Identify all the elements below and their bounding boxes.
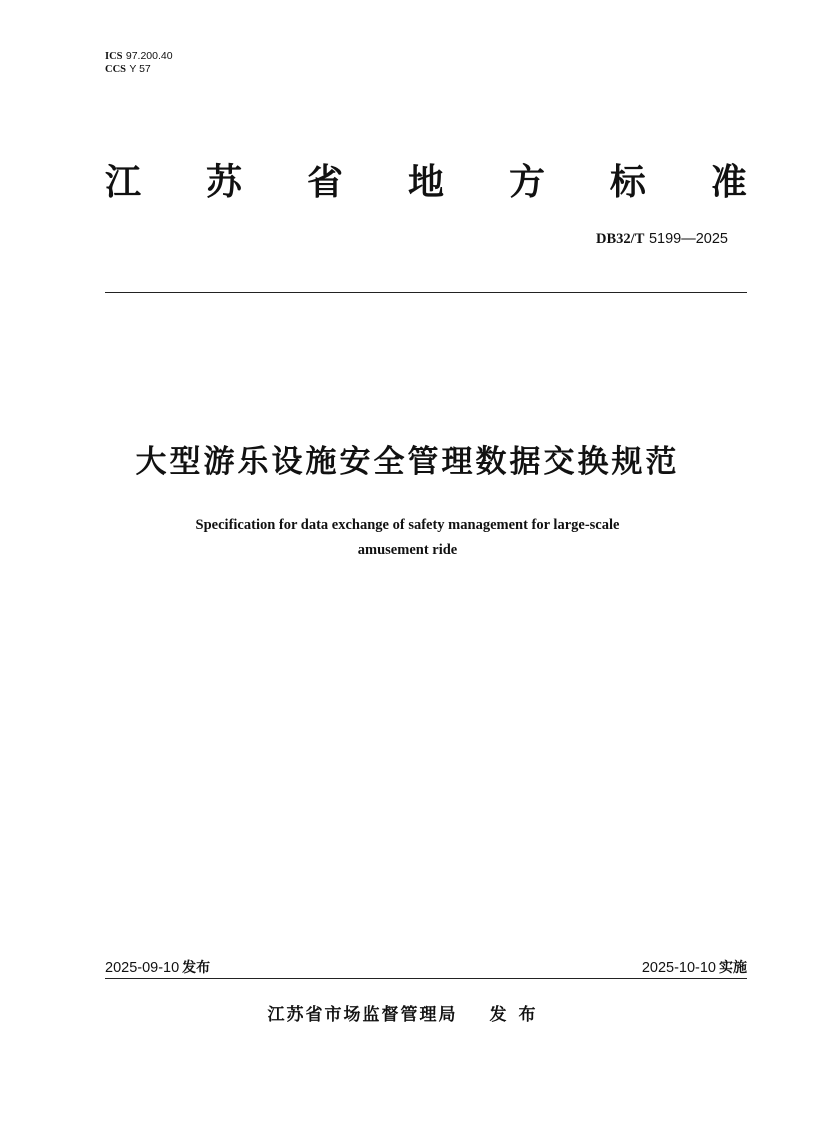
- header-divider: [105, 292, 747, 293]
- issuer-name: 江苏省市场监督管理局: [267, 1005, 458, 1025]
- standard-type-char: 江: [105, 162, 142, 203]
- standard-type-char: 省: [306, 162, 343, 203]
- standard-type-char: 苏: [205, 162, 242, 203]
- date-row: [105, 957, 747, 977]
- standard-type-char: 地: [407, 162, 444, 203]
- footer-divider: [105, 978, 747, 979]
- issuer: [0, 1000, 815, 1025]
- implement-date: 2025-10-10 实施: [641, 960, 747, 976]
- title-english-line: Specification for data exchange of safety management for large-scale: [195, 517, 620, 533]
- ccs-code: CCS Y 57: [105, 63, 151, 75]
- standard-number: DB32/T 5199—2025: [596, 231, 728, 247]
- standard-type-heading: [105, 160, 747, 206]
- title-chinese: 大型游乐设施安全管理数据交换规范: [135, 444, 680, 480]
- standard-type-char: 准: [710, 162, 747, 203]
- title-english: [120, 513, 695, 563]
- ics-code: ICS 97.200.40: [105, 50, 173, 62]
- issuer-action: 发布: [489, 1005, 548, 1025]
- title-english-line: amusement ride: [357, 542, 458, 558]
- standard-type-char: 方: [508, 162, 545, 203]
- standard-type-char: 标: [609, 162, 646, 203]
- publish-date: 2025-09-10 发布: [105, 960, 211, 976]
- classification-codes: [105, 50, 173, 76]
